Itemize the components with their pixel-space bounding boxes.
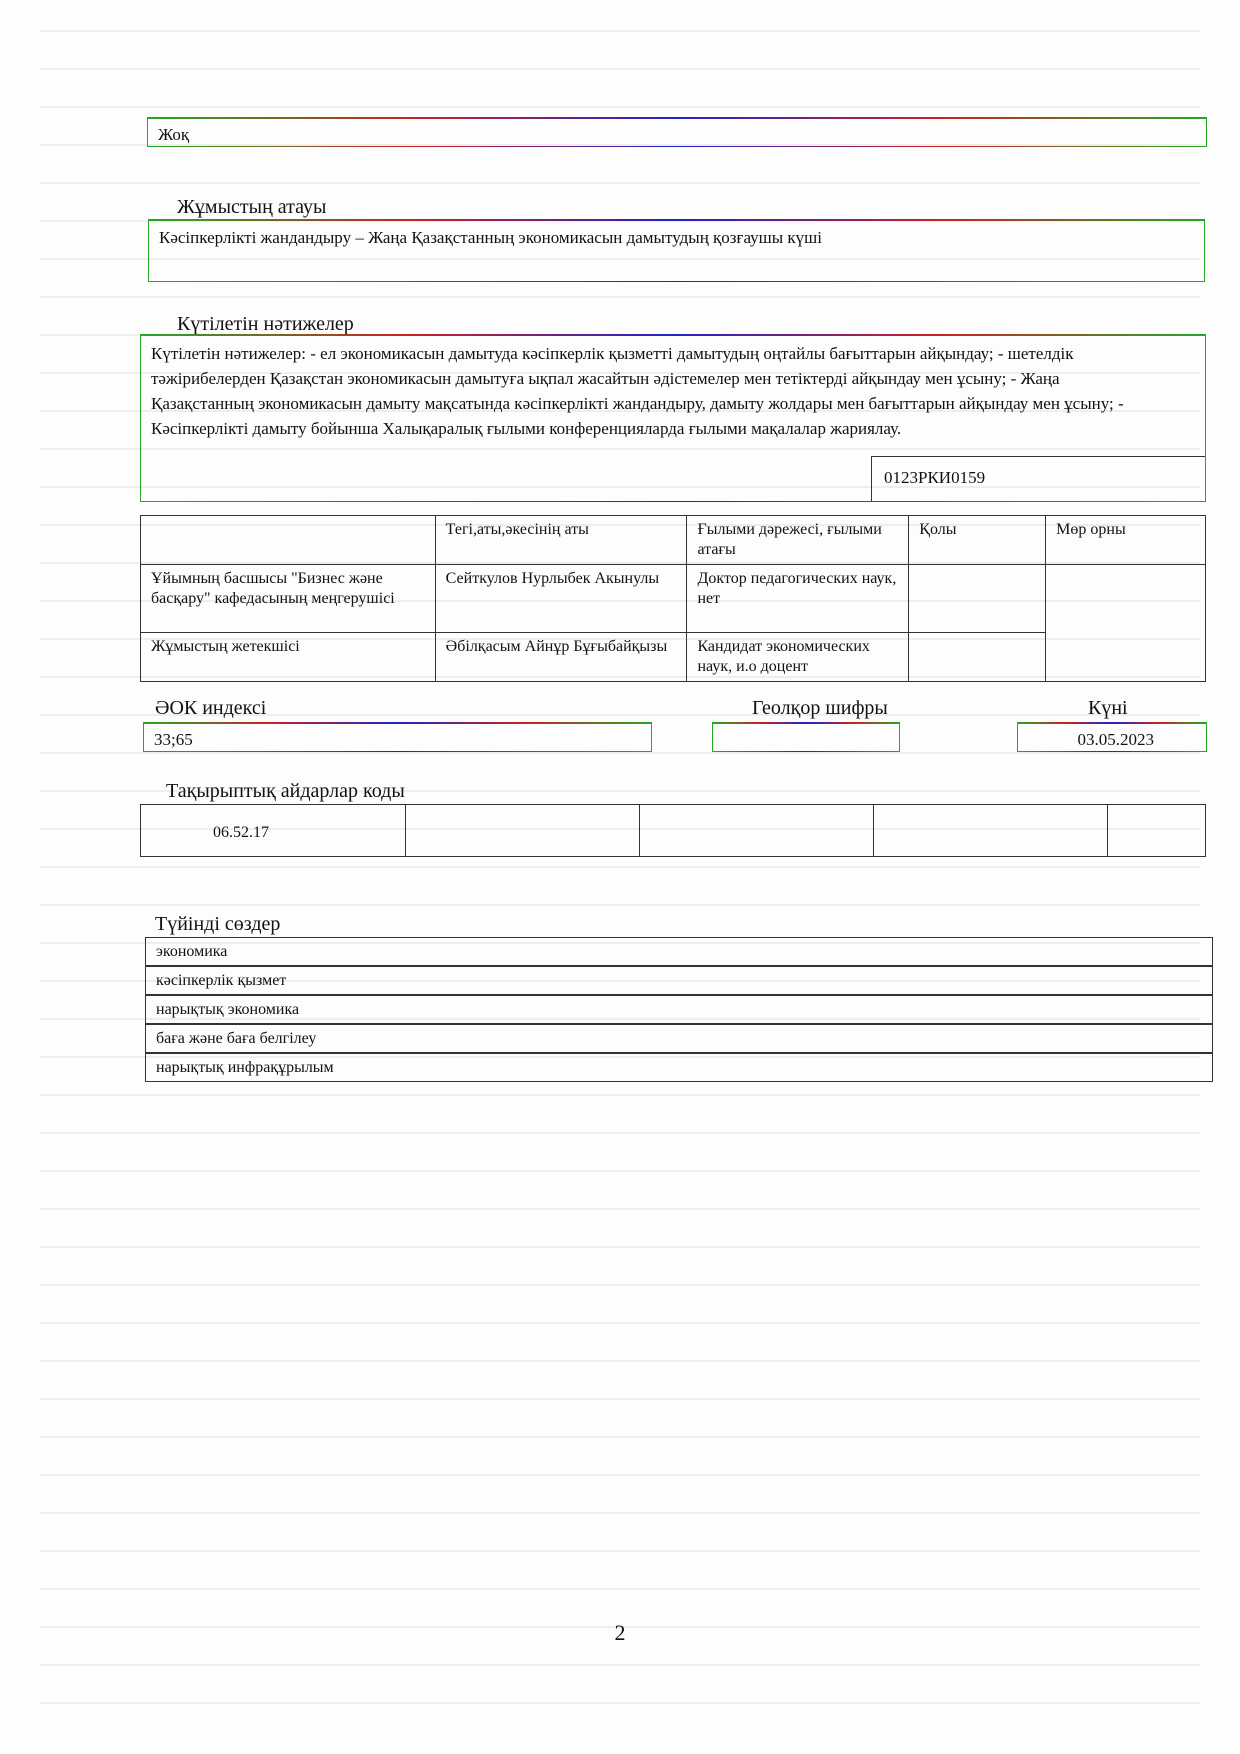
title-box — [148, 219, 1205, 282]
top-value-box — [147, 117, 1207, 147]
geo-label: Геолқор шифры — [752, 697, 888, 719]
page-number: 2 — [614, 1620, 626, 1645]
bleed-through-background — [40, 30, 1200, 1730]
row-role: Жұмыстың жетекшісі — [141, 633, 436, 682]
top-value: Жоқ — [158, 125, 190, 144]
row-name: Сейткулов Нурлыбек Акынулы — [435, 565, 687, 633]
header-seal: Мөр орны — [1046, 516, 1206, 565]
registration-code-box — [871, 456, 1205, 501]
ook-value: 33;65 — [154, 730, 193, 749]
row-name: Әбілқасым Айнұр Бұғыбайқызы — [435, 633, 687, 682]
geo-box — [712, 722, 900, 752]
expected-text: Күтілетін нәтижелер: - ел экономикасын дамытуда кәсіпкерлік қызметті дамытудың оңтайлы бағыттарын айқындау; - шетелдік тәжірибелерден Қазақстан экономикасын дамытуға ықпал жасайтын әдістемелер мен тетіктерді айқындау мен ұсыну; - Жаңа Қазақстанның экономикасын дамыту мақсатында кәсіпкерлікті жандандыру, дамыту жолдары мен бағыттарын айқындау мен ұсыну; - Кәсіпкерлікті дамыту бойынша Халықаралық ғылыми конференцияларда ғылыми мақалалар жариялау. — [151, 344, 1124, 438]
keyword-item: экономика — [145, 937, 1213, 966]
rubric-table — [140, 804, 1206, 857]
expected-label: Күтілетін нәтижелер — [177, 313, 354, 335]
title-value: Кәсіпкерлікті жандандыру – Жаңа Қазақстанның экономикасын дамытудың қозғаушы күші — [159, 228, 822, 247]
keyword-item: баға және баға белгілеу — [145, 1024, 1213, 1053]
row-role: Ұйымның басшысы "Бизнес және басқару" кафедасының меңгерушісі — [141, 565, 436, 633]
header-signature: Қолы — [909, 516, 1046, 565]
rubric-code-1: 06.52.17 — [141, 805, 406, 857]
rubric-code-4 — [874, 805, 1108, 857]
table-row — [141, 565, 1206, 633]
keyword-item: нарықтық экономика — [145, 995, 1213, 1024]
row-degree: Доктор педагогических наук, нет — [687, 565, 909, 633]
date-box — [1017, 722, 1207, 752]
rubric-code-5 — [1108, 805, 1206, 857]
rubric-label: Тақырыптық айдарлар коды — [166, 780, 405, 802]
signatures-header-row — [141, 516, 1206, 565]
header-name: Тегі,аты,әкесінің аты — [435, 516, 687, 565]
registration-code: 0123РКИ0159 — [884, 468, 986, 487]
rubric-row — [141, 805, 1206, 857]
header-degree: Ғылыми дәрежесі, ғылыми атағы — [687, 516, 909, 565]
expected-box — [140, 334, 1206, 502]
header-role — [141, 516, 436, 565]
ook-box — [143, 722, 652, 752]
rubric-code-2 — [406, 805, 640, 857]
ook-label: ӘОК индексі — [155, 697, 267, 719]
date-label: Күні — [1088, 697, 1128, 719]
signatures-table — [140, 515, 1206, 682]
rubric-code-3 — [640, 805, 874, 857]
row-signature-cell — [909, 633, 1046, 682]
row-seal-cell — [1046, 565, 1206, 682]
row-degree: Кандидат экономических наук, и.о доцент — [687, 633, 909, 682]
row-signature-cell — [909, 565, 1046, 633]
keyword-item: кәсіпкерлік қызмет — [145, 966, 1213, 995]
keywords-label: Түйінді сөздер — [155, 913, 281, 935]
title-label: Жұмыстың атауы — [177, 196, 327, 218]
keyword-item: нарықтық инфрақұрылым — [145, 1053, 1213, 1082]
date-value: 03.05.2023 — [1077, 730, 1154, 749]
